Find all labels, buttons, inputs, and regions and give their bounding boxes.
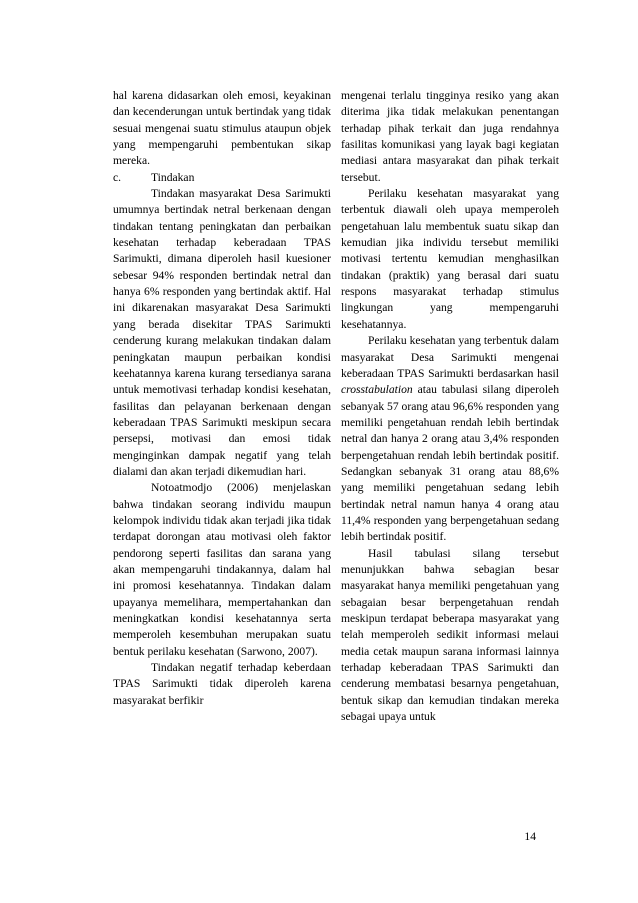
paragraph: Notoatmodjo (2006) menjelaskan bahwa tindakan seorang individu maupun kelompok individu tidak akan terjadi jika tidak terdapat dorongan atau motivasi oleh faktor pendorong seperti fasilitas dan sarana yang akan mempengaruhi tindakannya, dalam hal ini promosi kesehatannya. Tindakan dalam upayanya memelihara, mempertahankan dan meningkatkan kondisi kesehatannya serta memperoleh kesembuhan merupakan suatu bentuk perilaku kesehatan (Sarwono, 2007). <box>113 481 331 658</box>
paragraph: hal karena didasarkan oleh emosi, keyakinan dan kecenderungan untuk bertindak yang tidak sesuai mengenai suatu stimulus ataupun objek yang mempengaruhi pembentukan sikap mereka. <box>113 89 331 168</box>
section-heading <box>113 170 331 186</box>
paragraph-text: Perilaku kesehatan yang terbentuk dalam masyarakat Desa Sarimukti mengenai keberadaan TPAS Sarimukti berdasarkan hasil <box>341 334 559 380</box>
page-number: 14 <box>524 830 536 843</box>
paragraph: Tindakan masyarakat Desa Sarimukti umumnya bertindak netral berkenaan dengan tindakan tentang peningkatan dan perbaikan kesehatan terhadap keberadaan TPAS Sarimukti, dimana diperoleh hasil kuesioner sebesar 94% responden bertindak netral dan hanya 6% responden yang bertindak aktif. Hal ini dikarenakan masyarakat Desa Sarimukti yang berada disekitar TPAS Sarimukti cenderung kurang melakukan tindakan dalam peningkatan maupun perbaikan kondisi keehatannya karena kurang tersedianya sarana untuk memotivasi terhadap kondisi kesehatan, fasilitas dan pelayanan berkenaan dengan keberadaan TPAS Sarimukti meskipun secara persepsi, motivasi dan emosi tidak menginginkan dampak negatif yang telah dialami dan akan terjadi dikemudian hari. <box>113 187 331 478</box>
paragraph: Tindakan negatif terhadap keberdaan TPAS Sarimukti tidak diperoleh karena masyarakat berfikir <box>113 661 331 707</box>
left-column <box>113 88 331 709</box>
italic-term: crosstabulation <box>341 383 413 397</box>
paragraph: Hasil tabulasi silang tersebut menunjukkan bahwa sebagian besar masyarakat hanya memiliki pengetahuan yang sebagaian besar berpengetahuan rendah meskipun terdapat beberapa masyarakat yang telah memperoleh sedikit informasi melaui media cetak maupun sarana informasi lainnya terhadap keberadaan TPAS Sarimukti dan cenderung membatasi besarnya pengetahuan, bentuk sikap dan kemudian tindakan mereka sebagai upaya untuk <box>341 546 559 724</box>
paragraph: mengenai terlalu tingginya resiko yang akan diterima jika tidak melakukan penentangan terhadap pihak terkait dan juga rendahnya fasilitas komunikasi yang layak bagi kegiatan mediasi antara masyarakat dan pihak terkait tersebut. <box>341 89 559 184</box>
paragraph: Perilaku kesehatan masyarakat yang terbentuk diawali oleh upaya memperoleh pengetahuan lalu membentuk suatu sikap dan kemudian jika individu tersebut memiliki motivasi tertentu kemudian menghasilkan tindakan (praktik) yang berasal dari suatu respons masyarakat terhadap stimulus lingkungan yang mempengaruhi kesehatannya. <box>341 187 559 331</box>
paragraph <box>341 333 559 545</box>
section-title: Tindakan <box>151 170 195 184</box>
paragraph-text: atau tabulasi silang diperoleh sebanyak 57 orang atau 96,6% responden yang memiliki pengetahuan rendah lebih bertindak netral dan hanya 2 orang atau 3,4% responden berpengetahuan rendah lebih bertindak positif. Sedangkan sebanyak 31 orang atau 88,6% yang memiliki pengetahuan sedang lebih bertindak netral namun hanya 4 orang atau 11,4% responden yang berpengetahuan sedang lebih bertindak positif. <box>341 383 559 544</box>
section-number: c. <box>113 170 122 184</box>
right-column <box>341 88 559 725</box>
